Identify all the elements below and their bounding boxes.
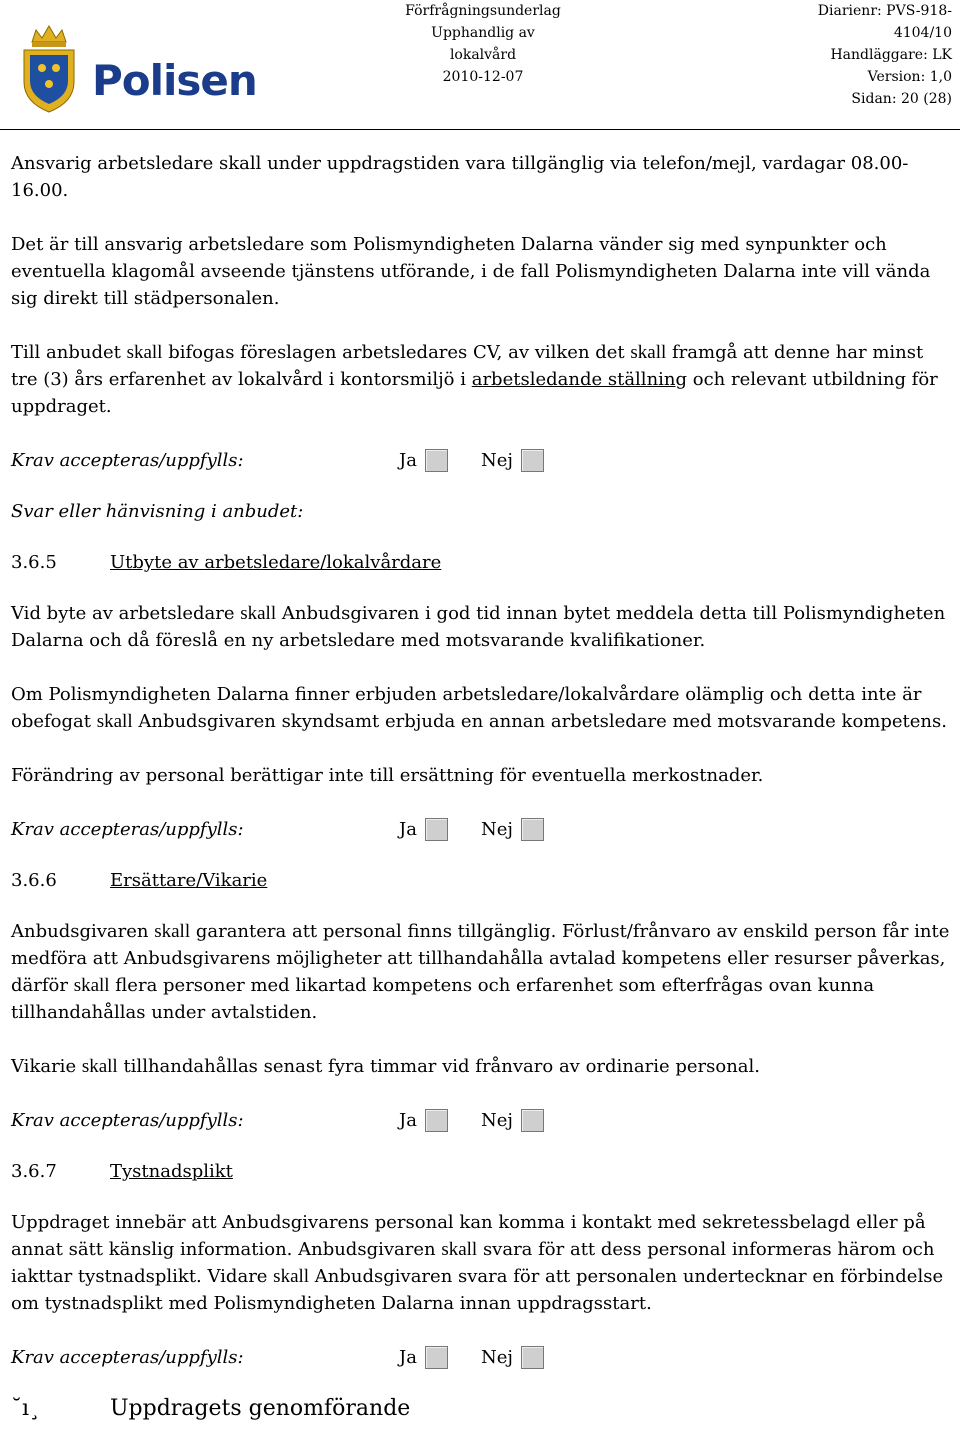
nej-option: Nej xyxy=(481,447,544,474)
krav-label: Krav accepteras/uppfylls: xyxy=(11,819,244,840)
document-body xyxy=(11,150,951,1422)
section-number: 3.6.6 xyxy=(11,870,57,891)
svar-label: Svar eller hänvisning i anbudet: xyxy=(11,501,304,522)
ja-checkbox[interactable] xyxy=(425,449,448,472)
nej-option: Nej xyxy=(481,816,544,843)
paragraph-olamplig: Om Polismyndigheten Dalarna finner erbjuden arbetsledare/lokalvårdare olämplig och detta inte är obefogat skall Anbudsgivaren skyndsamt erbjuda en annan arbetsledare med motsvarande kompetens. xyxy=(11,684,947,732)
section-title: Uppdragets genomförande xyxy=(110,1396,411,1421)
doc-subject: Upphandlig av lokalvård xyxy=(431,25,535,63)
page-header xyxy=(0,0,960,130)
nej-checkbox[interactable] xyxy=(521,818,544,841)
page-number: Sidan: 20 (28) xyxy=(851,91,952,107)
handlaggare: Handläggare: LK xyxy=(830,47,952,63)
krav-label: Krav accepteras/uppfylls: xyxy=(11,1110,244,1131)
polisen-logo-text: Polisen xyxy=(92,56,257,105)
nej-checkbox[interactable] xyxy=(521,449,544,472)
ja-option: Ja xyxy=(399,816,448,843)
section-heading-main xyxy=(11,1395,951,1422)
krav-row xyxy=(11,1107,951,1134)
section-number: ˘ı¸ xyxy=(11,1396,41,1421)
section-title: Ersättare/Vikarie xyxy=(110,870,268,891)
krav-row xyxy=(11,447,951,474)
paragraph-byte: Vid byte av arbetsledare skall Anbudsgivaren i god tid innan bytet meddela detta till Polismyndigheten Dalarna och då föreslå en ny arbetsledare med motsvarande kvalifikationer. xyxy=(11,603,946,651)
krav-label: Krav accepteras/uppfylls: xyxy=(11,450,244,471)
paragraph-contact: Det är till ansvarig arbetsledare som Polismyndigheten Dalarna vänder sig med synpunkter och eventuella klagomål avseende tjänstens utförande, i de fall Polismyndigheten Dalarna inte vill vända sig direkt till städpersonalen. xyxy=(11,234,931,309)
header-divider xyxy=(0,129,960,130)
paragraph-availability: Ansvarig arbetsledare skall under uppdragstiden vara tillgänglig via telefon/mejl, vardagar 08.00-16.00. xyxy=(11,153,909,201)
ja-option: Ja xyxy=(399,1344,448,1371)
paragraph-vikarie: Vikarie skall tillhandahållas senast fyra timmar vid frånvaro av ordinarie personal. xyxy=(11,1056,761,1077)
paragraph-forandring: Förändring av personal berättigar inte till ersättning för eventuella merkostnader. xyxy=(11,765,764,786)
ja-checkbox[interactable] xyxy=(425,1109,448,1132)
ja-option: Ja xyxy=(399,1107,448,1134)
section-title: Utbyte av arbetsledare/lokalvårdare xyxy=(110,552,442,573)
header-center-block xyxy=(398,0,568,88)
nej-checkbox[interactable] xyxy=(521,1109,544,1132)
ja-checkbox[interactable] xyxy=(425,818,448,841)
ja-option: Ja xyxy=(399,447,448,474)
version: Version: 1,0 xyxy=(867,69,952,85)
doc-date: 2010-12-07 xyxy=(442,69,524,85)
section-heading xyxy=(11,1158,951,1185)
doc-type: Förfrågningsunderlag xyxy=(405,3,561,19)
paragraph-cv: Till anbudet skall bifogas föreslagen arbetsledares CV, av vilken det skall framgå att denne har minst tre (3) års erfarenhet av lokalvård i kontorsmiljö i arbetsledande ställning och relevant utbildning för uppdraget. xyxy=(11,342,938,417)
nej-option: Nej xyxy=(481,1344,544,1371)
section-heading xyxy=(11,549,951,576)
paragraph-tystnadsplikt: Uppdraget innebär att Anbudsgivarens personal kan komma i kontakt med sekretessbelagd eller på annat sätt känslig information. Anbudsgivaren skall svara för att dess personal informeras härom och iakttar tystnadsplikt. Vidare skall Anbudsgivaren svara för att personalen undertecknar en förbindelse om tystnadsplikt med Polismyndigheten Dalarna innan uppdragsstart. xyxy=(11,1212,944,1314)
section-title: Tystnadsplikt xyxy=(110,1161,233,1182)
ja-checkbox[interactable] xyxy=(425,1346,448,1369)
paragraph-ersattare: Anbudsgivaren skall garantera att personal finns tillgänglig. Förlust/frånvaro av enskild person får inte medföra att Anbudsgivarens möjligheter att tillhandahålla avtalad kompetens eller resurser påverkas, därför skall flera personer med likartad kompetens och erfarenhet som efterfrågas ovan kunna tillhandahållas under avtalstiden. xyxy=(11,921,950,1023)
krav-row xyxy=(11,816,951,843)
nej-option: Nej xyxy=(481,1107,544,1134)
header-right-block xyxy=(772,0,952,110)
krav-label: Krav accepteras/uppfylls: xyxy=(11,1347,244,1368)
diarienr: Diarienr: PVS-918-4104/10 xyxy=(817,3,952,41)
polisen-emblem-icon xyxy=(14,24,84,118)
section-number: 3.6.5 xyxy=(11,552,57,573)
nej-checkbox[interactable] xyxy=(521,1346,544,1369)
section-heading xyxy=(11,867,951,894)
section-number: 3.6.7 xyxy=(11,1161,57,1182)
krav-row xyxy=(11,1344,951,1371)
